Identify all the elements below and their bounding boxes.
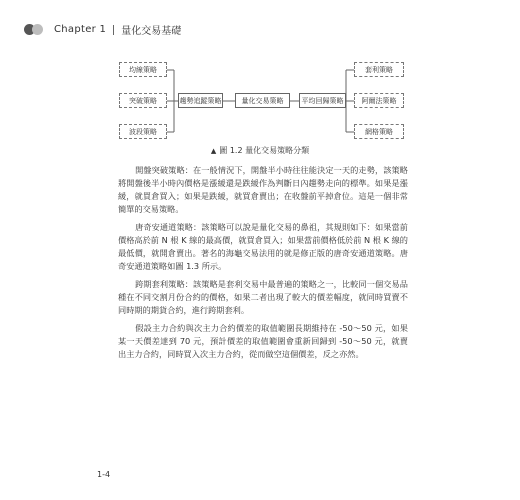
paragraph-text: 假設主力合約與次主力合約價差的取值範圍長期維持在 -50～50 元，如果某一天價差達到 70 元，預計價差的取值範圍會重新回歸到 -50～50 元，就賣出主力合約，同時買入次主力合約，從而做空這個價差，反之亦然。 xyxy=(118,323,408,359)
strategy-box-quant-trading: 量化交易策略 xyxy=(235,93,290,108)
page-number: 1-4 xyxy=(97,470,111,479)
paragraph-opening-breakout xyxy=(118,164,408,216)
caption-triangle-icon: ▲ xyxy=(210,147,217,155)
diagram-connectors xyxy=(0,0,520,160)
strategy-box-moving-average: 均線策略 xyxy=(119,62,167,77)
strategy-box-arbitrage: 套利策略 xyxy=(354,62,404,77)
figure-caption xyxy=(0,145,520,156)
strategy-box-mean-reversion: 平均回歸策略 xyxy=(299,93,346,108)
paragraph-text: 唐奇安通道策略：該策略可以說是量化交易的鼻祖，其規則如下：如果當前價格高於前 N 根 K 線的最高價，就買倉買入；如果當前價格低於前 N 根 K 線的最低價，就開倉賣出。著名的海龜交易法用的就是修正版的唐奇安通道策略。唐奇安通道策略如圖 1.3 所示。 xyxy=(118,222,408,271)
chapter-label: Chapter 1 xyxy=(54,24,107,35)
paragraph-donchian-channel xyxy=(118,221,408,273)
strategy-classification-diagram xyxy=(0,0,520,160)
strategy-box-alpha: 阿爾法策略 xyxy=(354,93,404,108)
paragraph-spread-example xyxy=(118,322,408,361)
paragraph-text: 開盤突破策略：在一般情況下，開盤半小時往往能決定一天的走勢，該策略將開盤後半小時內價格是漲緩還是跌緩作為判斷日內趨勢走向的標準。如果是漲緩，就買倉買入；如果是跌緩，就買倉賣出；在收盤前平掉倉位。這是一個非常簡單的交易策略。 xyxy=(118,165,408,214)
strategy-box-breakout: 突破策略 xyxy=(119,93,167,108)
strategy-box-grid: 網格策略 xyxy=(354,124,404,139)
paragraph-text: 跨期套利策略：該策略是套利交易中最普遍的策略之一，比較同一個交易品種在不同交割月份合約的價格，如果二者出現了較大的價差幅度，就同時買賣不同時期的期貨合約，進行跨期套利。 xyxy=(118,279,408,315)
strategy-box-trend-following: 趨勢追蹤策略 xyxy=(178,93,223,108)
chapter-title: 量化交易基礎 xyxy=(121,26,182,37)
caption-text: 圖 1.2 量化交易策略分類 xyxy=(219,146,310,155)
paragraph-calendar-spread xyxy=(118,278,408,317)
strategy-box-swing: 波段策略 xyxy=(119,124,167,139)
